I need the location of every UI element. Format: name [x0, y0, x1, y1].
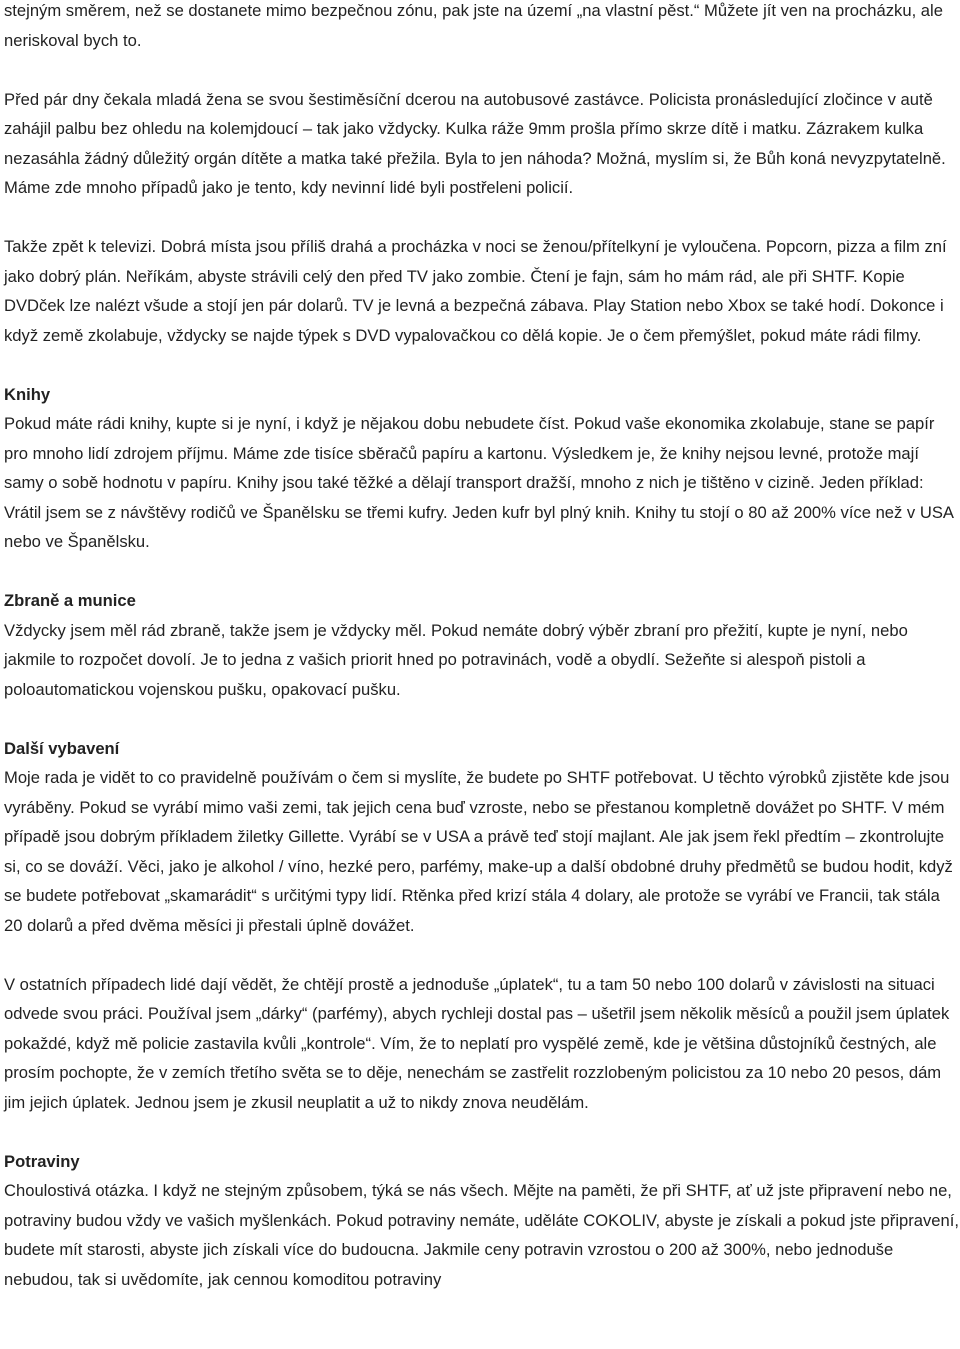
- paragraph-gap: [4, 940, 960, 970]
- section-heading-knihy: Knihy: [4, 384, 51, 404]
- section-heading-dalsi-vybaveni: Další vybavení: [4, 738, 120, 758]
- paragraph-gap: [4, 350, 960, 380]
- paragraph: Před pár dny čekala mladá žena se svou šestiměsíční dcerou na autobusové zastávce. Policista pronásledující zločince v autě zahájil palbu bez ohledu na kolemjdoucí – tak jako vždycky. Kulka ráže 9mm prošla přímo skrze dítě i matku. Zázrakem kulka nezasáhla žádný důležitý orgán dítěte a matka také přežila. Byla to jen náhoda? Možná, myslím si, že Bůh koná nevyzpytatelně. Máme zde mnoho případů jako je tento, kdy nevinní lidé byli postřeleni policií.: [4, 89, 946, 197]
- paragraph-gap: [4, 704, 960, 734]
- section-heading-potraviny: Potraviny: [4, 1151, 80, 1171]
- paragraph: stejným směrem, než se dostanete mimo bezpečnou zónu, pak jste na území „na vlastní pěst.“ Můžete jít ven na procházku, ale neriskoval bych to.: [4, 1, 943, 50]
- paragraph-gap: [4, 203, 960, 233]
- paragraph: Vždycky jsem měl rád zbraně, takže jsem je vždycky měl. Pokud nemáte dobrý výběr zbraní pro přežití, kupte je nyní, nebo jakmile to rozpočet dovolí. Je to jedna z vašich priorit hned po potravinách, vodě a obydlí. Sežeňte si alespoň pistoli a poloautomatickou vojenskou pušku, opakovací pušku.: [4, 620, 908, 699]
- section-heading-zbrane: Zbraně a munice: [4, 591, 136, 610]
- paragraph: Moje rada je vidět to co pravidelně používám o čem si myslíte, že budete po SHTF potřebovat. U těchto výrobků zjistěte kde jsou vyráběny. Pokud se vyrábí mimo vaši zemi, tak jejich cena buď vzroste, nebo se přestanou kompletně dovážet po SHTF. V mém případě jsou dobrým příkladem žiletky Gillette. Vyrábí se v USA a právě teď stojí majlant. Ale jak jsem řekl předtím – zkontrolujte si, co se dováží. Věci, jako je alkohol / víno, hezké pero, parfémy, make-up a další obdobné druhy předmětů se budou hodit, když se budete potřebovat „skamarádit“ s určitými typy lidí. Rtěnka před krizí stála 4 dolary, ale protože se vyrábí ve Francii, tak stála 20 dolarů a před dvěma měsíci ji přestali úplně dovážet.: [4, 768, 953, 935]
- paragraph: Choulostivá otázka. I když ne stejným způsobem, týká se nás všech. Mějte na paměti, že při SHTF, ať už jste připravení nebo ne, potraviny budou vždy ve vašich myšlenkách. Pokud potraviny nemáte, uděláte COKOLIV, abyste je získali a pokud jste připravení, budete mít starosti, abyste jich získali více do budoucna. Jakmile ceny potravin vzrostou o 200 až 300%, nebo jednoduše nebudou, tak si uvědomíte, jak cennou komoditou potraviny: [4, 1181, 959, 1289]
- paragraph: Takže zpět k televizi. Dobrá místa jsou příliš drahá a procházka v noci se ženou/přítelkyní je vyloučena. Popcorn, pizza a film zní jako dobrý plán. Neříkám, abyste strávili celý den před TV jako zombie. Čtení je fajn, sám ho mám rád, ale při SHTF. Kopie DVDček lze nalézt všude a stojí jen pár dolarů. TV je levná a bezpečná zábava. Play Station nebo Xbox se také hodí. Dokonce i když země zkolabuje, vždycky se najde týpek s DVD vypalovačkou co dělá kopie. Je o čem přemýšlet, pokud máte rádi filmy.: [4, 237, 947, 345]
- paragraph: Pokud máte rádi knihy, kupte si je nyní, i když je nějakou dobu nebudete číst. Pokud vaše ekonomika zkolabuje, stane se papír pro mnoho lidí zdrojem příjmu. Máme zde tisíce sběračů papíru a kartonu. Výsledkem je, že knihy nejsou levné, protože mají samy o sobě hodnotu v papíru. Knihy jsou také těžké a dělají transport dražší, mnoho z nich je tištěno v cizině. Jeden příklad: Vrátil jsem se z návštěvy rodičů ve Španělsku se třemi kufry. Jeden kufr byl plný knih. Knihy tu stojí o 80 až 200% více než v USA nebo ve Španělsku.: [4, 414, 954, 551]
- paragraph-gap: [4, 557, 960, 587]
- paragraph-gap: [4, 1117, 960, 1147]
- paragraph: V ostatních případech lidé dají vědět, že chtějí prostě a jednoduše „úplatek“, tu a tam 50 nebo 100 dolarů v závislosti na situaci odvede svou práci. Používal jsem „dárky“ (parfémy), abych rychleji dostal pas – ušetřil jsem několik měsíců a použil jsem úplatek pokaždé, když mě policie zastavila kvůli „kontrole“. Vím, že to neplatí pro vyspělé země, kde je většina důstojníků čestných, ale prosím pochopte, že v zemích třetího světa se to děje, nenechám se zastřelit rozzlobeným policistou za 10 nebo 20 pesos, dám jim jejich úplatek. Jednou jsem je zkusil neuplatit a už to nikdy znova neudělám.: [4, 974, 950, 1112]
- paragraph-gap: [4, 55, 960, 85]
